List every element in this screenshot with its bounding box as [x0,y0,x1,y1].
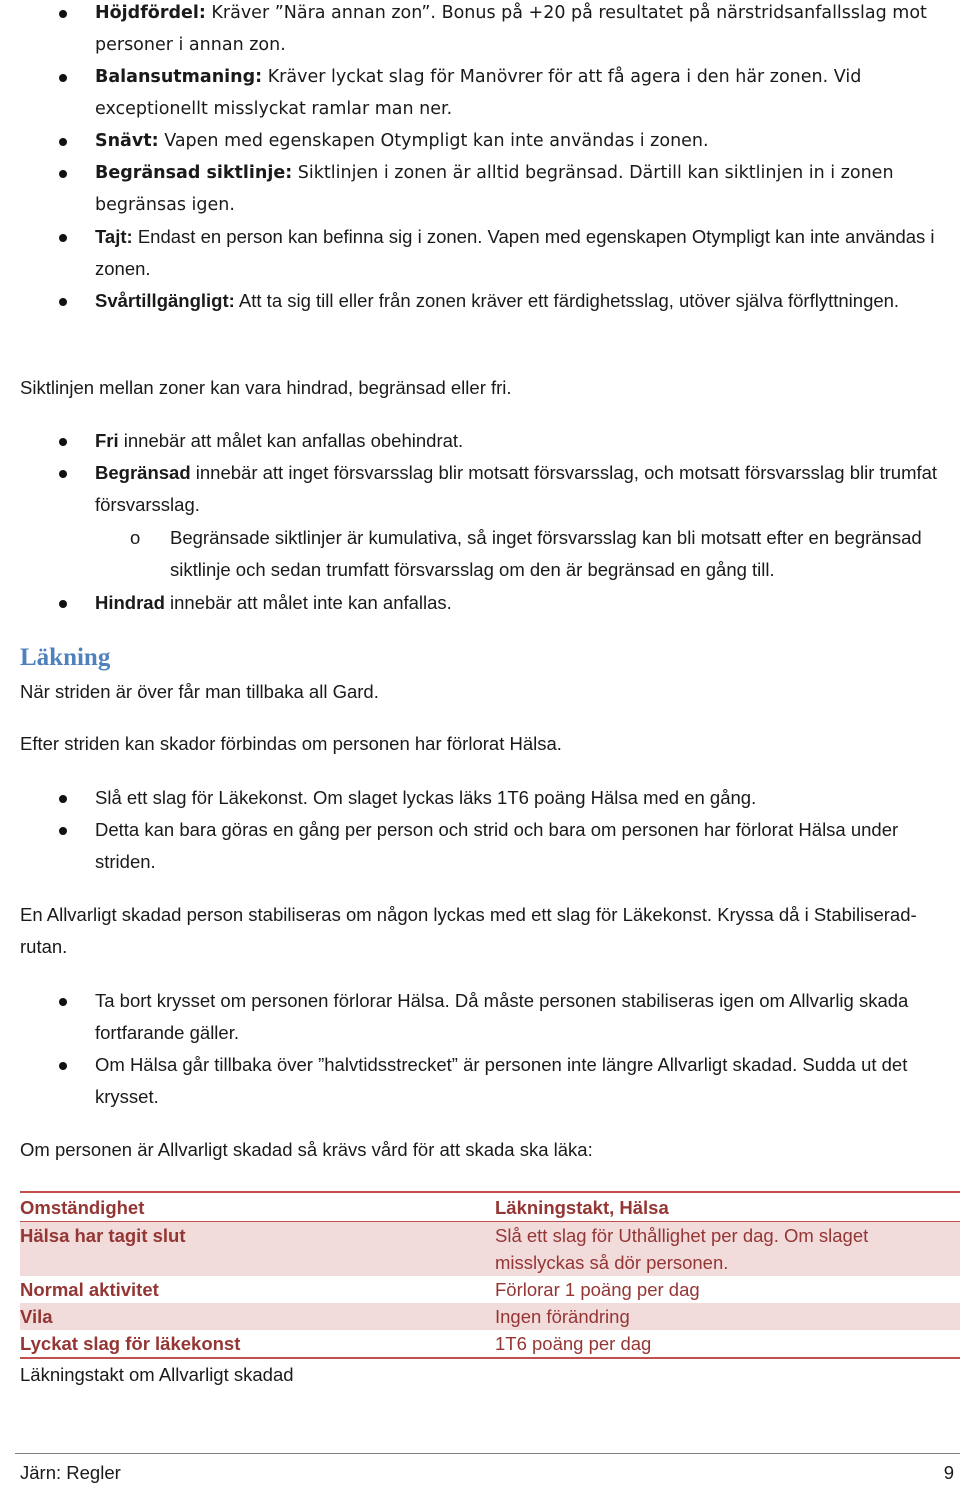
paragraph-care: Om personen är Allvarligt skadad så krävs vård för att skada ska läka: [20,1139,593,1160]
section-heading: Läkning [20,644,111,671]
table-header-cell: Omständighet [20,1192,495,1222]
list-item [0,285,960,317]
term-label: Svårtillgängligt: [95,290,235,311]
term-label: Tajt: [95,226,133,247]
table-cell: Lyckat slag för läkekonst [20,1333,241,1354]
list-item: Om Hälsa går tillbaka över ”halvtidsstrecket” är personen inte längre Allvarligt skadad. Sudda ut det krysset. [0,1049,960,1113]
sightline-intro: Siktlinjen mellan zoner kan vara hindrad, begränsad eller fri. [20,377,512,398]
term-text: Att ta sig till eller från zonen kräver ett färdighetsslag, utöver själva förflyttningen. [234,290,900,311]
bind-list [0,782,960,878]
sub-text: Begränsade siktlinjer är kumulativa, så inget försvarsslag kan bli motsatt efter en begränsad siktlinje och sedan trumfatt försvarsslag om den är begränsad en gång till. [170,527,922,580]
sightline-list [0,425,960,521]
term-text: innebär att målet kan anfallas obehindrat. [118,430,464,451]
table-row [20,1222,960,1277]
page-number: 9 [943,1462,954,1483]
term-text: Siktlinjen i zonen är alltid begränsad. Därtill kan siktlinjen in i zonen begränsas igen. [95,163,894,215]
list-item [0,61,960,125]
table-caption-row [20,1358,960,1388]
term-label: Hindrad [95,592,165,613]
term-text: Endast en person kan befinna sig i zonen. Vapen med egenskapen Otympligt kan inte användas i zonen. [95,226,935,279]
sub-list-item [0,522,960,586]
table-cell: Ingen förändring [495,1303,960,1330]
table-caption: Läkningstakt om Allvarligt skadad [20,1364,294,1385]
term-text: Kräver lyckat slag för Manövrer för att få agera i den här zonen. Vid exceptionellt misslyckat ramlar man ner. [95,67,862,119]
table-header-cell: Läkningstakt, Hälsa [495,1192,960,1222]
paragraph-stab: En Allvarligt skadad person stabiliseras om någon lyckas med ett slag för Läkekonst. Kryssa då i Stabiliserad-rutan. [20,904,917,957]
term-label: Balansutmaning: [95,67,263,87]
table-cell: Normal aktivitet [20,1279,159,1300]
healing-table [20,1191,960,1388]
list-item [0,221,960,285]
footer-divider [15,1453,960,1454]
sightline-list-end [0,587,960,619]
term-text: innebär att målet inte kan anfallas. [164,592,452,613]
zone-properties-list [0,0,960,317]
table-row [20,1330,960,1358]
paragraph-bind: Efter striden kan skador förbindas om personen har förlorat Hälsa. [20,733,562,754]
table-cell: 1T6 poäng per dag [495,1333,652,1354]
list-item [0,457,960,521]
term-text: Vapen med egenskapen Otympligt kan inte användas i zonen. [158,131,709,151]
list-item: Slå ett slag för Läkekonst. Om slaget lyckas läks 1T6 poäng Hälsa med en gång. [0,782,960,814]
term-text: innebär att inget försvarsslag blir motsatt försvarsslag, och motsatt försvarsslag blir trumfat försvarsslag. [95,462,938,515]
list-item: Ta bort krysset om personen förlorar Hälsa. Då måste personen stabiliseras igen om Allvarlig skada fortfarande gäller. [0,985,960,1049]
sub-bullet: o [130,527,141,548]
list-item [0,425,960,457]
table-row [20,1303,960,1330]
term-label: Fri [95,430,119,451]
term-label: Begränsad [95,462,191,483]
table-row [20,1276,960,1303]
table-cell: Slå ett slag för Uthållighet per dag. Om slaget misslyckas så dör personen. [495,1222,960,1277]
stab-list [0,985,960,1113]
paragraph-gard: När striden är över får man tillbaka all Gard. [20,681,379,702]
term-label: Begränsad siktlinje: [95,163,293,183]
list-item [0,157,960,221]
table-cell: Hälsa har tagit slut [20,1222,495,1277]
term-text: Kräver ”Nära annan zon”. Bonus på +20 på resultatet på närstridsanfallsslag mot personer i annan zon. [95,3,927,55]
list-item [0,0,960,61]
table-header-row [20,1192,960,1222]
term-label: Höjdfördel: [95,3,206,23]
list-item [0,125,960,157]
footer-title: Järn: Regler [20,1462,121,1483]
list-item [0,587,960,619]
table-cell: Förlorar 1 poäng per dag [495,1279,700,1300]
list-item: Detta kan bara göras en gång per person och strid och bara om personen har förlorat Hälsa under striden. [0,814,960,878]
sightline-sublist [0,522,960,586]
term-label: Snävt: [95,131,159,151]
table-cell: Vila [20,1303,495,1330]
